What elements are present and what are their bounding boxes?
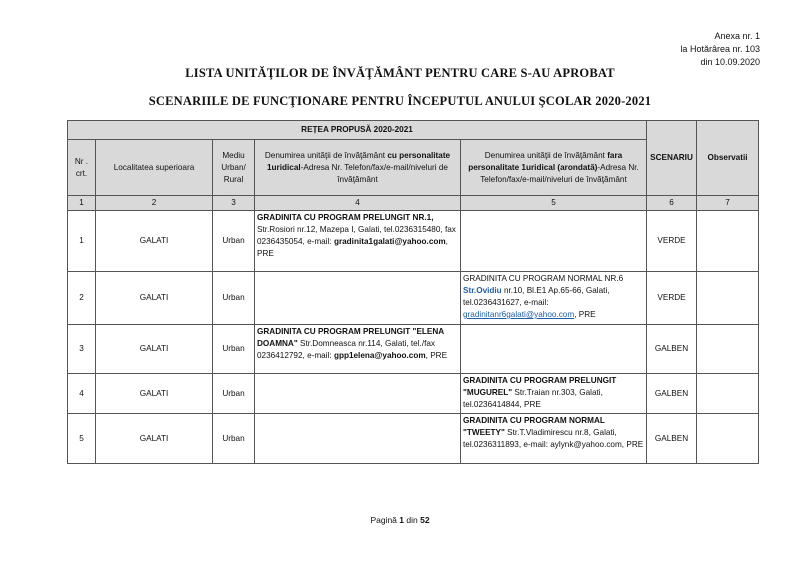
cell-localitate: GALATI: [96, 325, 213, 374]
cell-cu-pj: [255, 374, 461, 414]
unit-street: Str.Ovidiu: [463, 286, 502, 295]
unit-address: Str.Domneasca nr.114, Galati, tel./fax 0236412792, e-mail:: [257, 339, 436, 360]
header-fara-pj-bold: fara personalitate 1uridical (arondată): [468, 150, 623, 172]
unit-address: Str.Rosiori nr.12, Mazepa I, Galati, tel.0236315480, fax 0236435054, e-mail:: [257, 225, 456, 246]
header-cu-pj-pre: Denumirea unităţii de învăţământ: [264, 150, 388, 160]
header-localitate: Localitatea superioara: [96, 140, 213, 196]
document-subtitle: SCENARIILE DE FUNCŢIONARE PENTRU ÎNCEPUTUL ANULUI ŞCOLAR 2020-2021: [148, 94, 652, 108]
cell-nr: 1: [68, 211, 96, 272]
header-mediu: Mediu Urban/ Rural: [213, 140, 255, 196]
header-nr: Nr . crt.: [68, 140, 96, 196]
cell-fara-pj: [461, 374, 647, 414]
cell-cu-pj: [255, 325, 461, 374]
cell-mediu: Urban: [213, 211, 255, 272]
cell-localitate: GALATI: [96, 374, 213, 414]
cell-cu-pj: [255, 211, 461, 272]
cell-scenariu: GALBEN: [647, 325, 697, 374]
col-number: 2: [96, 196, 213, 211]
cell-nr: 3: [68, 325, 96, 374]
cell-mediu: Urban: [213, 272, 255, 325]
unit-level: , PRE: [425, 351, 448, 360]
cell-localitate: GALATI: [96, 211, 213, 272]
schools-table: [67, 120, 759, 464]
col-number: 4: [255, 196, 461, 211]
annex-date: din 10.09.2020: [700, 57, 760, 67]
table-row: [68, 325, 759, 374]
unit-email: gradinita1galati@yahoo.com: [333, 237, 446, 246]
cell-mediu: Urban: [213, 414, 255, 464]
table-row: [68, 211, 759, 272]
footer-mid: din: [404, 515, 421, 525]
cell-observatii: [697, 374, 759, 414]
unit-address: Str.Traian nr.303, Galati, tel.0236414844, PRE: [463, 388, 603, 409]
unit-name: GRADINITA CU PROGRAM PRELUNGIT "MUGUREL": [463, 376, 617, 397]
cell-observatii: [697, 211, 759, 272]
header-fara-pj-pre: Denumirea unităţii de învăţământ: [484, 150, 608, 160]
header-scenariu: SCENARIU: [647, 121, 697, 196]
unit-level: , PRE: [257, 237, 448, 258]
table-row: [68, 374, 759, 414]
cell-observatii: [697, 414, 759, 464]
unit-name: GRADINITA CU PROGRAM NORMAL NR.6: [463, 274, 624, 283]
unit-name: GRADINITA CU PROGRAM PRELUNGIT NR.1,: [257, 213, 434, 222]
footer-pre: Pagină: [370, 515, 400, 525]
footer-total: 52: [420, 515, 430, 525]
cell-scenariu: GALBEN: [647, 414, 697, 464]
table-row: [68, 414, 759, 464]
column-number-row: [68, 196, 759, 211]
unit-level: , PRE: [574, 310, 596, 319]
cell-fara-pj: [461, 272, 647, 325]
document-title: LISTA UNITĂŢILOR DE ÎNVĂŢĂMÂNT PENTRU CARE S-AU APROBAT: [185, 66, 615, 80]
col-number: 5: [461, 196, 647, 211]
cell-fara-pj: [461, 325, 647, 374]
col-number: 6: [647, 196, 697, 211]
cell-nr: 4: [68, 374, 96, 414]
unit-email: gpp1elena@yahoo.com: [333, 351, 426, 360]
cell-mediu: Urban: [213, 374, 255, 414]
group-header-row: [68, 121, 759, 140]
cell-scenariu: GALBEN: [647, 374, 697, 414]
annex-number: Anexa nr. 1: [714, 31, 760, 41]
cell-observatii: [697, 325, 759, 374]
footer-page: 1: [399, 515, 405, 525]
header-observatii: Observatii: [697, 121, 759, 196]
col-number: 3: [213, 196, 255, 211]
cell-fara-pj: [461, 414, 647, 464]
cell-scenariu: VERDE: [647, 211, 697, 272]
header-cu-pj: [255, 140, 461, 196]
cell-fara-pj: [461, 211, 647, 272]
annex-decision: la Hotărârea nr. 103: [680, 44, 760, 54]
unit-email-link[interactable]: gradinitanr6galati@yahoo.com: [463, 310, 575, 319]
header-cu-pj-post: -Adresa Nr. Telefon/fax/e-mail/niveluri de învăţământ: [300, 162, 448, 184]
cell-observatii: [697, 272, 759, 325]
col-number: 7: [697, 196, 759, 211]
cell-scenariu: VERDE: [647, 272, 697, 325]
header-fara-pj: [461, 140, 647, 196]
group-header: REȚEA PROPUSĂ 2020-2021: [68, 121, 647, 140]
cell-localitate: GALATI: [96, 272, 213, 325]
annex-block: [680, 30, 760, 69]
col-number: 1: [68, 196, 96, 211]
cell-cu-pj: [255, 272, 461, 325]
cell-localitate: GALATI: [96, 414, 213, 464]
table-row: [68, 272, 759, 325]
cell-cu-pj: [255, 414, 461, 464]
header-cu-pj-bold: cu personalitate 1uridical: [267, 150, 451, 172]
unit-address: nr.10, Bl.E1 Ap.65-66, Galati, tel.0236431627, e-mail:: [463, 286, 610, 307]
page-footer: [0, 515, 800, 525]
cell-nr: 2: [68, 272, 96, 325]
unit-name: GRADINITA CU PROGRAM PRELUNGIT "ELENA DOAMNA": [257, 327, 444, 348]
cell-nr: 5: [68, 414, 96, 464]
unit-name: GRADINITA CU PROGRAM NORMAL "TWEETY": [463, 416, 605, 437]
header-fara-pj-post: -Adresa Nr. Telefon/fax/e-mail/niveluri de învăţământ: [480, 162, 639, 184]
cell-mediu: Urban: [213, 325, 255, 374]
unit-address: Str.T.Vladimirescu nr.8, Galati, tel.0236311893, e-mail: aylynk@yahoo.com, PRE: [463, 428, 644, 449]
